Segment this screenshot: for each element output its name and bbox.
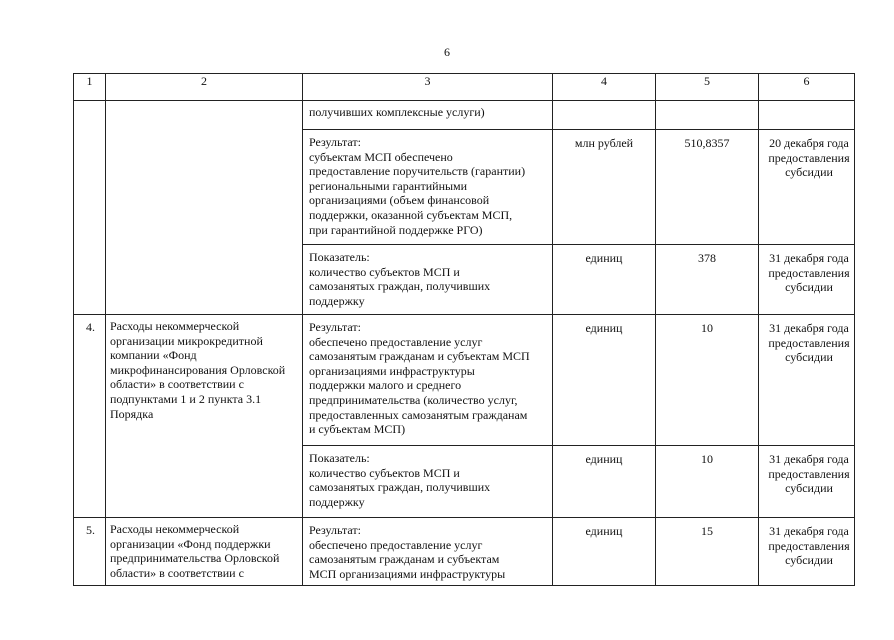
text-line: области» в соответствии с — [110, 377, 244, 392]
text-line: Расходы некоммерческой — [110, 319, 240, 333]
indicator-description — [303, 245, 553, 315]
text-line: МСП организациями инфраструктуры — [309, 566, 506, 581]
deadline-cell — [759, 245, 855, 315]
text-line: области» в соответствии с — [110, 565, 244, 580]
value-cell: 378 — [656, 245, 759, 315]
text-line: организациями инфраструктуры — [309, 363, 475, 378]
text-line: обеспечено предоставление услуг — [309, 334, 483, 349]
text-line: организации «Фонд поддержки — [110, 536, 271, 551]
deadline-cell — [759, 315, 855, 446]
text-line: 31 декабря года — [769, 452, 849, 466]
column-header: 5 — [656, 74, 759, 101]
text-line: Результат: — [309, 320, 361, 334]
text-line: предоставления — [768, 335, 850, 350]
text-line: предоставления — [768, 265, 850, 280]
text-line: предоставления — [768, 150, 850, 165]
unit-cell: единиц — [553, 518, 656, 586]
indicator-description — [303, 446, 553, 518]
text-line: поддержку — [309, 293, 365, 308]
text-line: организациями (объем финансовой — [309, 193, 490, 208]
table-header-row — [74, 74, 855, 101]
text-line: поддержки малого и среднего — [309, 378, 462, 393]
page-number: 6 — [444, 45, 450, 59]
column-header: 4 — [553, 74, 656, 101]
unit-cell: млн рублей — [553, 130, 656, 245]
text-line: Результат: — [309, 523, 361, 537]
text-line: организации микрокредитной — [110, 333, 263, 348]
text-line: самозанятых граждан, получивших — [309, 480, 491, 495]
text-line: 20 декабря года — [769, 136, 849, 150]
text-line: при гарантийной поддержке РГО) — [309, 222, 483, 237]
text-line: самозанятым гражданам и субъектам МСП — [309, 349, 530, 364]
deadline-cell — [759, 518, 855, 586]
text-line: субсидии — [785, 350, 833, 365]
unit-cell — [553, 101, 656, 130]
text-line: поддержку — [309, 494, 365, 509]
continuation-cell: получивших комплексные услуги) — [303, 101, 553, 130]
text-line: обеспечено предоставление услуг — [309, 537, 483, 552]
result-description — [303, 130, 553, 245]
result-description — [303, 518, 553, 586]
column-header: 2 — [106, 74, 303, 101]
text-line: субсидии — [785, 280, 833, 295]
row-name-cell — [106, 315, 303, 518]
results-table — [73, 73, 855, 586]
deadline-cell — [759, 130, 855, 245]
text-line: региональными гарантийными — [309, 178, 468, 193]
result-description — [303, 315, 553, 446]
text-line: самозанятым гражданам и субъектам — [309, 552, 500, 567]
text-line: Показатель: — [309, 250, 370, 264]
table-row — [74, 518, 855, 586]
row-number-cell — [74, 101, 106, 315]
text-line: количество субъектов МСП и — [309, 465, 460, 480]
value-cell: 510,8357 — [656, 130, 759, 245]
value-cell: 10 — [656, 446, 759, 518]
value-cell — [656, 101, 759, 130]
text-line: предоставления — [768, 466, 850, 481]
value-cell: 15 — [656, 518, 759, 586]
text-line: Порядка — [110, 406, 154, 421]
table-row — [74, 315, 855, 446]
text-line: подпунктами 1 и 2 пункта 3.1 — [110, 391, 262, 406]
unit-cell: единиц — [553, 245, 656, 315]
text-line: 31 декабря года — [769, 524, 849, 538]
text-line: поддержки, оказанной субъектам МСП, — [309, 207, 513, 222]
row-name-cell — [106, 101, 303, 315]
text-line: Результат: — [309, 135, 361, 149]
deadline-cell — [759, 446, 855, 518]
text-line: Расходы некоммерческой — [110, 522, 240, 536]
text-line: субсидии — [785, 553, 833, 568]
column-header: 1 — [74, 74, 106, 101]
text-line: компании «Фонд — [110, 348, 197, 363]
text-line: предоставление поручительств (гарантии) — [309, 164, 526, 179]
text-line: субсидии — [785, 165, 833, 180]
row-number-cell: 4. — [74, 315, 106, 518]
text-line: самозанятых граждан, получивших — [309, 279, 491, 294]
text-line: 31 декабря года — [769, 321, 849, 335]
text-line: предпринимательства Орловской — [110, 551, 280, 566]
column-header: 6 — [759, 74, 855, 101]
table-row — [74, 101, 855, 130]
row-number-cell: 5. — [74, 518, 106, 586]
text-line: и субъектам МСП) — [309, 422, 406, 437]
text-line: количество субъектов МСП и — [309, 264, 460, 279]
text-line: микрофинансирования Орловской — [110, 362, 286, 377]
deadline-cell — [759, 101, 855, 130]
text-line: Показатель: — [309, 451, 370, 465]
unit-cell: единиц — [553, 446, 656, 518]
text-line: предоставления — [768, 538, 850, 553]
text-line: субъектам МСП обеспечено — [309, 149, 453, 164]
row-name-cell — [106, 518, 303, 586]
unit-cell: единиц — [553, 315, 656, 446]
column-header: 3 — [303, 74, 553, 101]
text-line: предоставленных самозанятым гражданам — [309, 407, 528, 422]
text-line: 31 декабря года — [769, 251, 849, 265]
text-line: предпринимательства (количество услуг, — [309, 392, 518, 407]
value-cell: 10 — [656, 315, 759, 446]
text-line: субсидии — [785, 481, 833, 496]
